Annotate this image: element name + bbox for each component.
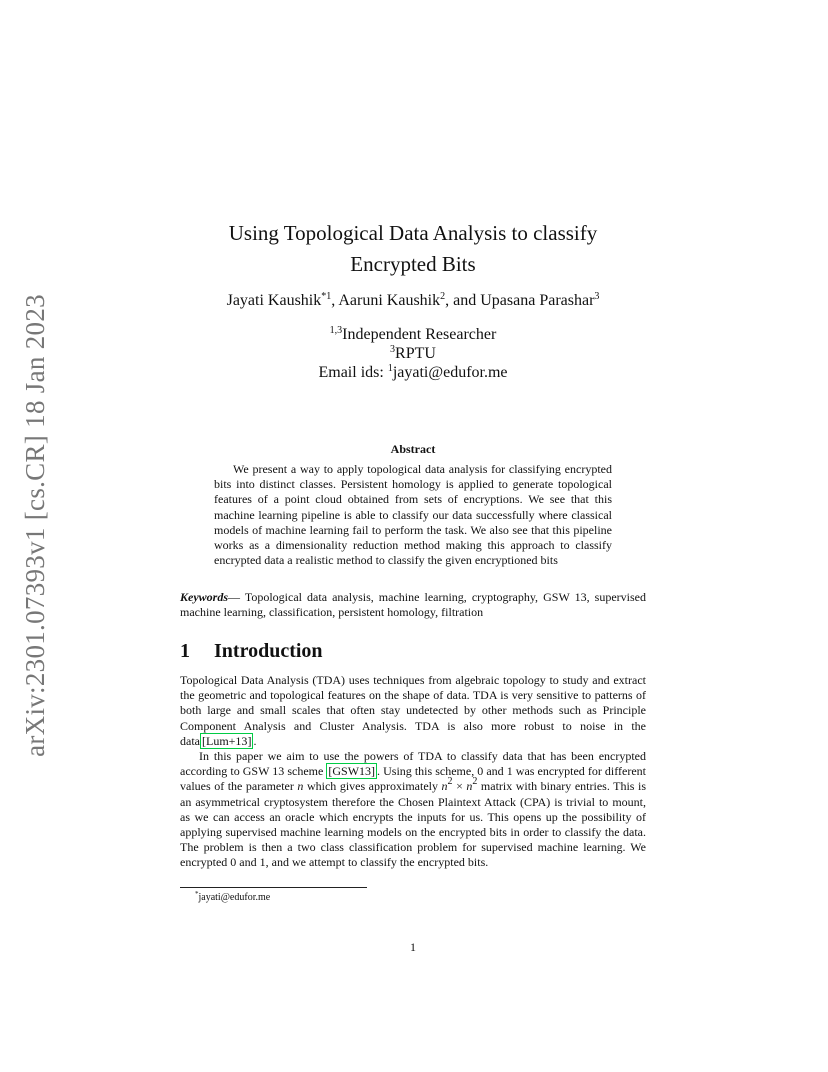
arxiv-identifier: arXiv:2301.07393v1 [cs.CR] 18 Jan 2023 — [19, 293, 50, 757]
email-mark: 1 — [387, 363, 393, 374]
keywords-label: Keywords — [180, 590, 228, 604]
title-line-1: Using Topological Data Analysis to classify — [228, 221, 598, 245]
author-2: , Aaruni Kaushik — [331, 292, 441, 309]
math-n: n — [297, 779, 304, 794]
math-exp-2: 2 — [472, 776, 478, 788]
math-n-squared-1: n — [441, 779, 448, 794]
email-label: Email ids: — [318, 364, 388, 381]
intro-paragraph-2 — [180, 749, 646, 871]
affiliation-2-text: RPTU — [395, 345, 436, 362]
affiliation-1-text: Independent Researcher — [342, 326, 497, 343]
affiliation-2-mark: 3 — [390, 344, 396, 355]
email-line — [180, 364, 646, 382]
keywords — [180, 590, 646, 620]
intro-p2-text-1: In this paper we aim to use the powers of TDA to classify data that has been encrypted according to GSW 13 scheme — [180, 749, 646, 779]
email-address: jayati@edufor.me — [392, 364, 508, 381]
author-3: , and Upasana Parashar — [445, 292, 595, 309]
affiliation-1-mark: 1,3 — [329, 325, 343, 336]
footnote — [195, 892, 270, 903]
section-number: 1 — [180, 640, 190, 662]
affiliation-1 — [180, 326, 646, 344]
author-2-mark: 2 — [440, 291, 446, 302]
page-number: 1 — [410, 940, 416, 954]
footnote-mark: * — [195, 890, 199, 898]
section-title: Introduction — [214, 640, 323, 662]
footnote-rule — [180, 887, 367, 888]
intro-p2-text-2: . Using this scheme, 0 and 1 was encrypted for different values of the parameter — [180, 764, 647, 794]
author-3-mark: 3 — [594, 291, 600, 302]
intro-p2-text-4: matrix with binary entries. This is an asymmetrical cryptosystem therefore the Chosen Plaintext Attack (CPA) is trivial to mount, as we can access an oracle which encrypts the inputs for us. This opens up the possibility of applying supervised machine learning models on the encrypted bits in order to classify the data. The problem is then a two class classification problem for supervised machine learning. We encrypted 0 and 1, and we attempt to classify the encrypted bits. — [180, 779, 647, 870]
keywords-text: Topological data analysis, machine learning, cryptography, GSW 13, supervised machine learning, classification, persistent homology, filtration — [180, 590, 646, 620]
intro-paragraph-1 — [180, 673, 646, 749]
citation-gsw13[interactable]: [GSW13] — [328, 764, 376, 779]
abstract-body: We present a way to apply topological data analysis for classifying encrypted bits into distinct classes. Persistent homology is applied to generate topological features of a point cloud obtained from sets of encryptions. We see that this machine learning pipeline is able to classify our data successfully where classical models of machine learning fail to perform the task. We also see that this pipeline works as a dimensionality reduction method making this approach to classify encrypted data a realistic method to classify the given encryptioned bits — [214, 462, 612, 568]
arxiv-sidebar — [14, 290, 56, 760]
intro-p2-text-3: which gives approximately — [303, 779, 442, 794]
footnote-text: jayati@edufor.me — [198, 892, 271, 903]
math-n-squared-2: n — [466, 779, 473, 794]
title-line-2: Encrypted Bits — [350, 252, 476, 276]
math-exp-1: 2 — [447, 776, 453, 788]
abstract-heading: Abstract — [390, 442, 436, 456]
author-1-mark: *1 — [321, 291, 332, 302]
intro-p1-end: . — [253, 733, 257, 748]
intro-p1-text: Topological Data Analysis (TDA) uses techniques from algebraic topology to study and extract the geometric and topological features on the shape of data. TDA is very sensitive to patterns of both large and small scales that often stay undetected by other methods such as Principle Component Analysis and Cluster Analysis. TDA is also more robust to noise in the data — [180, 673, 646, 748]
citation-lum13[interactable]: [Lum+13] — [202, 733, 252, 748]
keywords-dash: — — [228, 590, 245, 604]
section-heading — [180, 640, 323, 663]
author-list — [180, 292, 646, 310]
author-1: Jayati Kaushik — [226, 292, 322, 309]
paper-title — [180, 218, 646, 280]
math-times: × — [452, 779, 467, 794]
affiliation-2 — [180, 345, 646, 363]
